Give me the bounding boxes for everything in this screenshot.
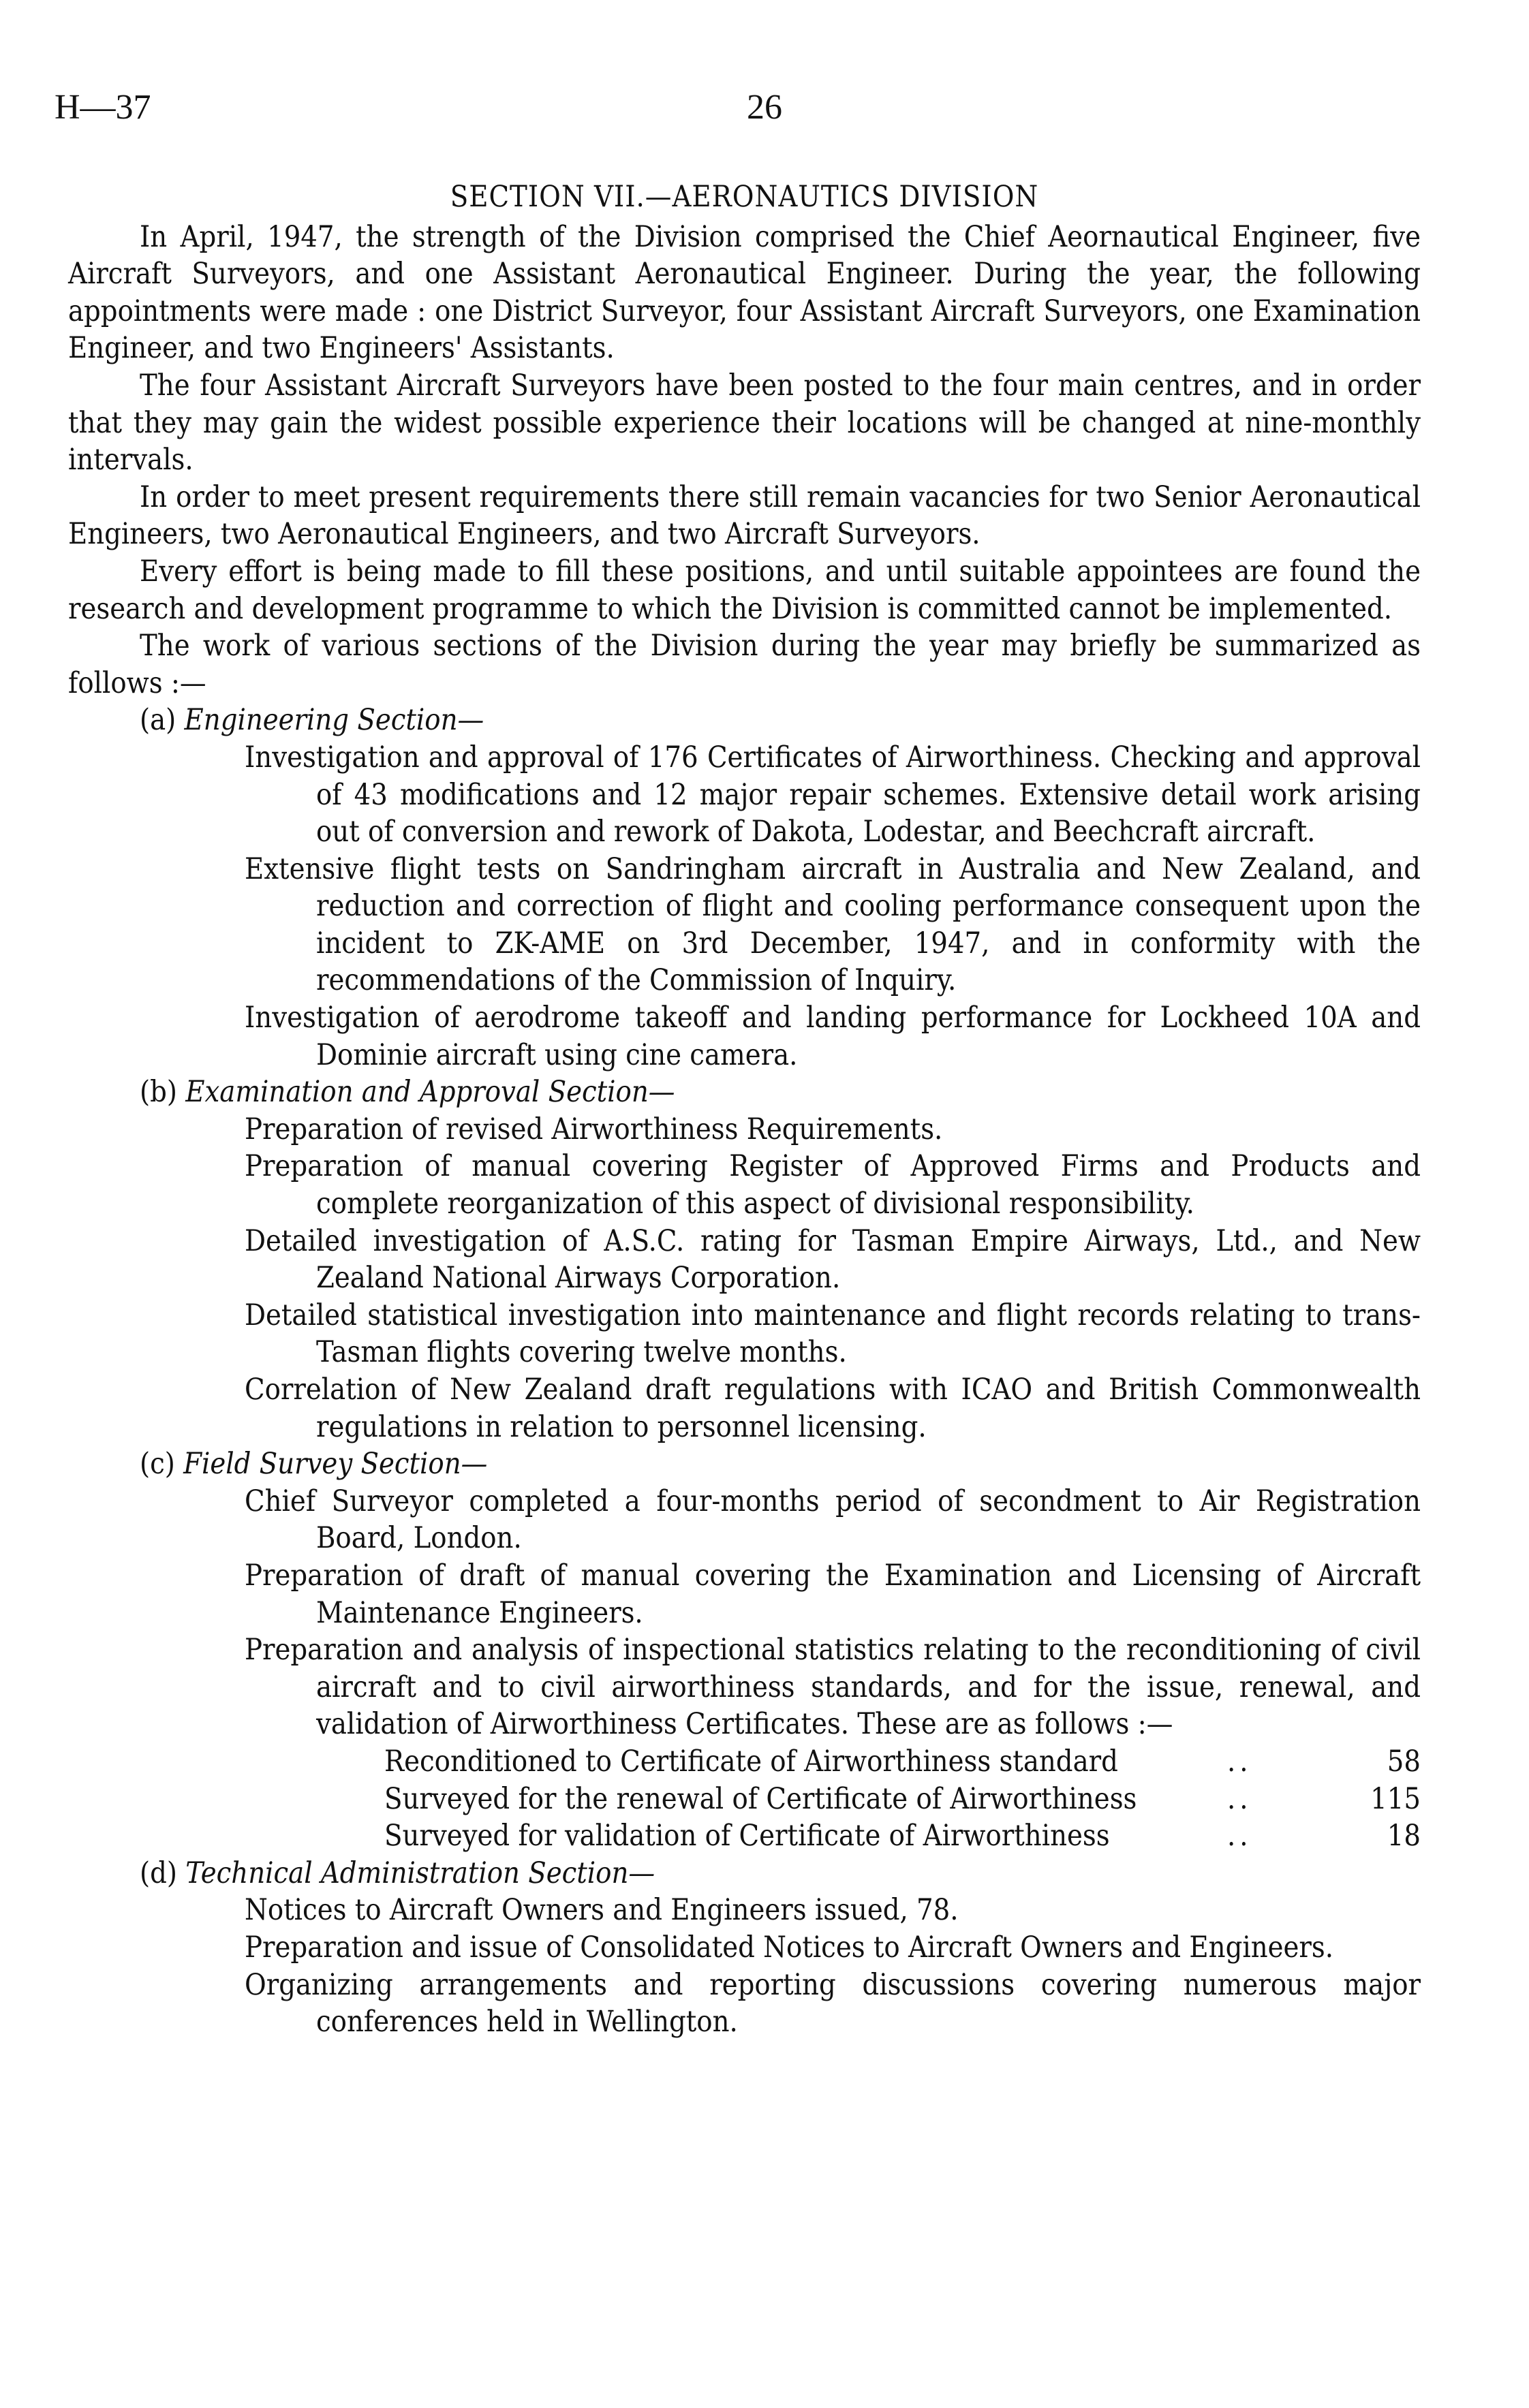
list-item: Preparation and analysis of inspectional statistics relating to the reconditioning of civil aircraft and to civil airworthiness standards, and for the issue, renewal, and validation of Airworthiness Certificates. These are as follows :— (245, 1633, 1421, 1742)
subsection-name: Engineering Section— (184, 703, 484, 738)
stat-value: 58 (1387, 1744, 1421, 1779)
list-item: Correlation of New Zealand draft regulations with ICAO and British Commonwealth regulations in relation to personnel licensing. (245, 1373, 1421, 1444)
list-item: Investigation and approval of 176 Certificates of Airworthiness. Checking and approval of 43 modifications and 12 major repair schemes. Extensive detail work arising out of conversion and rework of Dakota, Lodestar, and Beechcraft aircraft. (245, 740, 1421, 849)
subsection-letter: (c) (140, 1447, 175, 1482)
list-item: Organizing arrangements and reporting discussions covering numerous major conferences held in Wellington. (245, 1967, 1421, 2039)
list-item: Investigation of aerodrome takeoff and landing performance for Lockheed 10A and Dominie aircraft using cine camera. (245, 1001, 1421, 1072)
list-item: Notices to Aircraft Owners and Engineers issued, 78. (245, 1893, 959, 1928)
paragraph: The four Assistant Aircraft Surveyors have been posted to the four main centres, and in order that they may gain the widest possible experience their locations will be changed at nine-monthly intervals. (68, 368, 1421, 478)
list-item: Preparation of draft of manual covering the Examination and Licensing of Aircraft Maintenance Engineers. (245, 1558, 1421, 1630)
paragraph: In April, 1947, the strength of the Division comprised the Chief Aeornautical Engineer, five Aircraft Surveyors, and one Assistant Aeronautical Engineer. During the year, the following appointments were made : one District Surveyor, four Assistant Aircraft Surveyors, one Examination Engineer, and two Engineers' Assistants. (68, 219, 1421, 366)
paragraph: Every effort is being made to fill these positions, and until suitable appointees are found the research and development programme to which the Division is committed cannot be implemented. (68, 554, 1421, 626)
list-item: Detailed investigation of A.S.C. rating for Tasman Empire Airways, Ltd., and New Zealand National Airways Corporation. (245, 1223, 1421, 1296)
section-title: SECTION VII.—AERONAUTICS DIVISION (450, 180, 1039, 214)
page-body (68, 178, 1421, 2041)
document-reference: H—37 (55, 88, 151, 127)
list-item: Preparation and issue of Consolidated Notices to Aircraft Owners and Engineers. (245, 1930, 1334, 1965)
table-row (384, 1743, 1421, 1781)
stat-label: Surveyed for validation of Certificate of Airworthiness (384, 1819, 1110, 1854)
stat-label: Surveyed for the renewal of Certificate of Airworthiness (384, 1781, 1137, 1816)
statistics-table (384, 1743, 1421, 1855)
subsection-letter: (b) (140, 1075, 177, 1110)
stat-label: Reconditioned to Certificate of Airworthiness standard (384, 1744, 1118, 1779)
subsection-heading (140, 1445, 1421, 1483)
stat-value: 115 (1370, 1781, 1421, 1816)
subsection-name: Technical Administration Section— (185, 1856, 655, 1890)
paragraph: In order to meet present requirements there still remain vacancies for two Senior Aeronautical Engineers, two Aeronautical Engineers, and two Aircraft Surveyors. (68, 480, 1421, 552)
stat-value: 18 (1387, 1819, 1421, 1854)
list-item: Preparation of manual covering Register of Approved Firms and Products and complete reorganization of this aspect of divisional responsibility. (245, 1149, 1421, 1221)
leader-dots: .. (1227, 1819, 1252, 1854)
list-item: Chief Surveyor completed a four-months period of secondment to Air Registration Board, London. (245, 1484, 1421, 1556)
list-item: Detailed statistical investigation into maintenance and flight records relating to trans-Tasman flights covering twelve months. (245, 1298, 1421, 1370)
subsection-letter: (d) (140, 1856, 177, 1890)
list-item: Preparation of revised Airworthiness Requirements. (245, 1112, 943, 1146)
paragraph: The work of various sections of the Division during the year may briefly be summarized as follows :— (68, 629, 1421, 700)
table-row (384, 1817, 1421, 1855)
subsection-heading (140, 702, 1421, 739)
leader-dots: .. (1227, 1781, 1252, 1816)
subsection-letter: (a) (140, 703, 176, 738)
subsection-name: Field Survey Section— (183, 1447, 488, 1482)
list-item: Extensive flight tests on Sandringham aircraft in Australia and New Zealand, and reduction and correction of flight and cooling performance consequent upon the incident to ZK-AME on 3rd December, 1947, and in conformity with the recommendations of the Commission of Inquiry. (245, 851, 1421, 998)
leader-dots: .. (1227, 1744, 1252, 1779)
subsection-name: Examination and Approval Section— (185, 1075, 675, 1110)
table-row (384, 1781, 1421, 1818)
page-number: 26 (747, 88, 782, 127)
subsection-heading (140, 1074, 1421, 1111)
subsection-heading (140, 1855, 1421, 1892)
